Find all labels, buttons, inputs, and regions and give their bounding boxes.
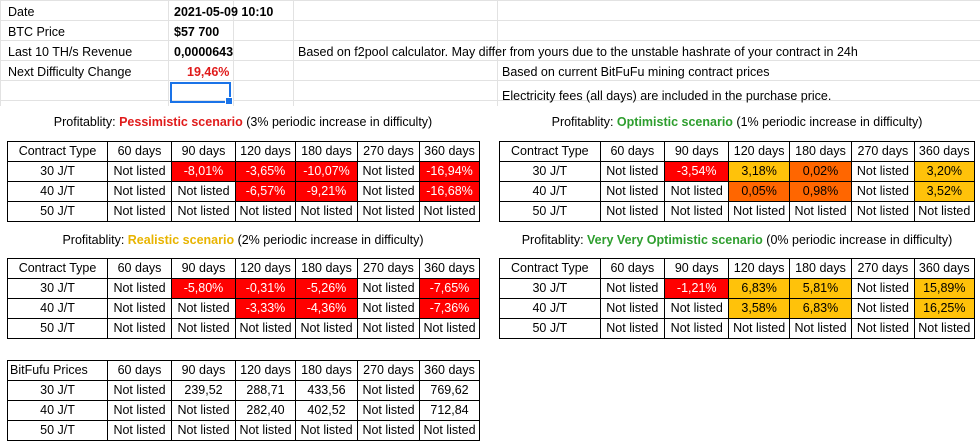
table-cell[interactable]: Not listed <box>108 162 172 182</box>
table-cell[interactable]: -10,07% <box>296 162 358 182</box>
table-row <box>500 162 975 182</box>
table-cell[interactable]: 16,25% <box>914 299 974 319</box>
table-cell[interactable]: Not listed <box>852 162 914 182</box>
column-header[interactable]: 270 days <box>358 259 420 279</box>
table-cell[interactable]: Not listed <box>420 421 480 441</box>
column-header[interactable]: 90 days <box>172 361 236 381</box>
column-header[interactable]: 180 days <box>296 259 358 279</box>
realistic-table <box>7 258 480 339</box>
header-row <box>500 142 975 162</box>
table-row <box>8 401 480 421</box>
column-header[interactable]: 60 days <box>108 259 172 279</box>
table-cell[interactable]: Not listed <box>729 202 789 222</box>
table-cell[interactable]: 3,18% <box>729 162 789 182</box>
calculator-note: Based on f2pool calculator. May differ from yours due to the unstable hashrate of your contract in 24h <box>298 45 858 59</box>
table-cell[interactable]: Not listed <box>789 319 851 339</box>
table-cell[interactable]: -3,54% <box>665 162 729 182</box>
table-row <box>500 299 975 319</box>
table-cell[interactable]: Not listed <box>172 319 236 339</box>
table-cell[interactable]: Not listed <box>358 319 420 339</box>
table-cell[interactable]: Not listed <box>358 202 420 222</box>
table-cell[interactable]: 3,58% <box>729 299 789 319</box>
column-header[interactable]: 360 days <box>914 142 974 162</box>
table-cell[interactable]: Not listed <box>358 421 420 441</box>
row-label[interactable]: 40 J/T <box>8 401 108 421</box>
column-header[interactable]: 120 days <box>729 142 789 162</box>
table-cell[interactable]: -7,36% <box>420 299 480 319</box>
table-cell[interactable]: Not listed <box>172 299 236 319</box>
very-optimistic-title: Profitablity: Very Very Optimistic scenario (0% periodic increase in difficulty) <box>521 233 953 247</box>
table-row <box>8 162 480 182</box>
column-header[interactable]: BitFufu Prices <box>8 361 108 381</box>
row-label[interactable]: 50 J/T <box>8 202 108 222</box>
column-header[interactable]: 90 days <box>665 142 729 162</box>
table-cell[interactable]: -9,21% <box>296 182 358 202</box>
table-cell[interactable]: Not listed <box>108 421 172 441</box>
table-cell[interactable]: -16,94% <box>420 162 480 182</box>
very-optimistic-table <box>499 258 975 339</box>
table-cell[interactable]: Not listed <box>914 202 974 222</box>
row-label[interactable]: 30 J/T <box>500 162 601 182</box>
table-cell[interactable]: Not listed <box>420 319 480 339</box>
table-cell[interactable]: Not listed <box>108 299 172 319</box>
table-cell[interactable]: Not listed <box>172 421 236 441</box>
table-cell[interactable]: 282,40 <box>236 401 296 421</box>
table-row <box>500 202 975 222</box>
table-cell[interactable]: 712,84 <box>420 401 480 421</box>
table-cell[interactable]: Not listed <box>358 162 420 182</box>
table-cell[interactable]: Not listed <box>172 401 236 421</box>
table-cell[interactable]: 3,20% <box>914 162 974 182</box>
table-cell[interactable]: -4,36% <box>296 299 358 319</box>
table-cell[interactable]: Not listed <box>172 202 236 222</box>
row-label[interactable]: 50 J/T <box>500 319 601 339</box>
revenue-value[interactable]: 0,0000643 <box>174 45 234 59</box>
column-header[interactable]: 60 days <box>600 142 664 162</box>
table-cell[interactable]: 402,52 <box>296 401 358 421</box>
row-label[interactable]: 30 J/T <box>8 279 108 299</box>
row-label[interactable]: 40 J/T <box>8 299 108 319</box>
table-row <box>8 279 480 299</box>
table-row <box>8 381 480 401</box>
table-cell[interactable]: -6,57% <box>236 182 296 202</box>
table-row <box>500 279 975 299</box>
table-cell[interactable]: -7,65% <box>420 279 480 299</box>
date-value[interactable]: 2021-05-09 10:10 <box>174 5 274 19</box>
table-cell[interactable]: -1,21% <box>665 279 729 299</box>
row-label[interactable]: 30 J/T <box>8 381 108 401</box>
table-cell[interactable]: 0,05% <box>729 182 789 202</box>
column-header[interactable]: 360 days <box>420 361 480 381</box>
table-cell[interactable]: Not listed <box>600 319 664 339</box>
btc-price-label: BTC Price <box>8 25 65 39</box>
prices-table <box>7 360 480 441</box>
pessimistic-table <box>7 141 480 222</box>
table-cell[interactable]: Not listed <box>600 182 664 202</box>
column-header[interactable]: 120 days <box>236 361 296 381</box>
realistic-title: Profitablity: Realistic scenario (2% periodic increase in difficulty) <box>62 233 424 247</box>
table-cell[interactable]: Not listed <box>108 202 172 222</box>
table-cell[interactable]: 769,62 <box>420 381 480 401</box>
table-row <box>8 421 480 441</box>
table-cell[interactable]: 6,83% <box>789 299 851 319</box>
column-header[interactable]: 120 days <box>729 259 789 279</box>
column-header[interactable]: 120 days <box>236 142 296 162</box>
column-header[interactable]: 360 days <box>420 142 480 162</box>
row-label[interactable]: 40 J/T <box>500 182 601 202</box>
table-cell[interactable]: -5,80% <box>172 279 236 299</box>
column-header[interactable]: Contract Type <box>8 259 108 279</box>
table-cell[interactable]: Not listed <box>600 202 664 222</box>
column-header[interactable]: 60 days <box>108 142 172 162</box>
table-cell[interactable]: -3,65% <box>236 162 296 182</box>
column-header[interactable]: Contract Type <box>500 142 601 162</box>
date-label: Date <box>8 5 35 19</box>
row-label[interactable]: 50 J/T <box>500 202 601 222</box>
header-row <box>8 361 480 381</box>
table-cell[interactable]: Not listed <box>665 182 729 202</box>
column-header[interactable]: 270 days <box>358 361 420 381</box>
column-header[interactable]: 90 days <box>172 259 236 279</box>
difficulty-label: Next Difficulty Change <box>8 65 132 79</box>
table-row <box>500 182 975 202</box>
table-cell[interactable]: 6,83% <box>729 279 789 299</box>
table-cell[interactable]: 15,89% <box>914 279 974 299</box>
table-cell[interactable]: Not listed <box>358 299 420 319</box>
table-cell[interactable]: Not listed <box>358 401 420 421</box>
table-cell[interactable]: Not listed <box>358 381 420 401</box>
row-label[interactable]: 50 J/T <box>8 319 108 339</box>
table-cell[interactable]: 0,98% <box>789 182 851 202</box>
table-row <box>8 202 480 222</box>
table-cell[interactable]: Not listed <box>600 279 664 299</box>
table-cell[interactable]: Not listed <box>172 182 236 202</box>
table-cell[interactable]: 288,71 <box>236 381 296 401</box>
table-cell[interactable]: Not listed <box>236 421 296 441</box>
table-cell[interactable]: Not listed <box>236 202 296 222</box>
prices-note: Based on current BitFuFu mining contract prices <box>502 65 770 79</box>
column-header[interactable]: 180 days <box>789 142 851 162</box>
table-cell[interactable]: Not listed <box>296 421 358 441</box>
row-label[interactable]: 40 J/T <box>500 299 601 319</box>
revenue-label: Last 10 TH/s Revenue <box>8 45 133 59</box>
table-cell[interactable]: Not listed <box>420 202 480 222</box>
row-label[interactable]: 50 J/T <box>8 421 108 441</box>
column-header[interactable]: Contract Type <box>500 259 601 279</box>
selected-cell[interactable] <box>170 82 231 103</box>
table-cell[interactable]: 5,81% <box>789 279 851 299</box>
table-cell[interactable]: Not listed <box>236 319 296 339</box>
table-cell[interactable]: Not listed <box>665 319 729 339</box>
column-header[interactable]: 120 days <box>236 259 296 279</box>
table-cell[interactable]: Not listed <box>108 381 172 401</box>
column-header[interactable]: 180 days <box>789 259 851 279</box>
table-cell[interactable]: Not listed <box>108 319 172 339</box>
table-cell[interactable]: Not listed <box>296 319 358 339</box>
row-label[interactable]: 30 J/T <box>500 279 601 299</box>
column-header[interactable]: 360 days <box>420 259 480 279</box>
column-header[interactable]: 180 days <box>296 361 358 381</box>
table-cell[interactable]: Not listed <box>852 299 914 319</box>
table-row <box>8 182 480 202</box>
table-row <box>8 299 480 319</box>
table-cell[interactable]: -5,26% <box>296 279 358 299</box>
optimistic-title: Profitablity: Optimistic scenario (1% periodic increase in difficulty) <box>551 115 923 129</box>
table-cell[interactable]: 433,56 <box>296 381 358 401</box>
fees-note: Electricity fees (all days) are included in the purchase price. <box>502 89 832 103</box>
column-header[interactable]: Contract Type <box>8 142 108 162</box>
optimistic-table <box>499 141 975 222</box>
table-cell[interactable]: -0,31% <box>236 279 296 299</box>
table-row <box>8 319 480 339</box>
header-row <box>8 259 480 279</box>
table-cell[interactable]: Not listed <box>108 401 172 421</box>
table-cell[interactable]: Not listed <box>665 202 729 222</box>
table-cell[interactable]: Not listed <box>600 162 664 182</box>
column-header[interactable]: 60 days <box>600 259 664 279</box>
table-cell[interactable]: Not listed <box>852 202 914 222</box>
column-header[interactable]: 180 days <box>296 142 358 162</box>
table-cell[interactable]: Not listed <box>108 279 172 299</box>
table-cell[interactable]: Not listed <box>852 279 914 299</box>
column-header[interactable]: 270 days <box>852 259 914 279</box>
table-cell[interactable]: -16,68% <box>420 182 480 202</box>
table-cell[interactable]: Not listed <box>296 202 358 222</box>
table-cell[interactable]: -8,01% <box>172 162 236 182</box>
column-header[interactable]: 90 days <box>172 142 236 162</box>
pessimistic-title: Profitablity: Pessimistic scenario (3% periodic increase in difficulty) <box>53 115 433 129</box>
table-cell[interactable]: Not listed <box>852 319 914 339</box>
row-label[interactable]: 40 J/T <box>8 182 108 202</box>
table-cell[interactable]: Not listed <box>729 319 789 339</box>
table-cell[interactable]: 0,02% <box>789 162 851 182</box>
table-cell[interactable]: Not listed <box>600 299 664 319</box>
column-header[interactable]: 60 days <box>108 361 172 381</box>
column-header[interactable]: 270 days <box>852 142 914 162</box>
column-header[interactable]: 270 days <box>358 142 420 162</box>
column-header[interactable]: 90 days <box>665 259 729 279</box>
table-cell[interactable]: Not listed <box>789 202 851 222</box>
row-label[interactable]: 30 J/T <box>8 162 108 182</box>
btc-price-value[interactable]: $57 700 <box>174 25 220 39</box>
table-cell[interactable]: Not listed <box>108 182 172 202</box>
difficulty-value[interactable]: 19,46% <box>187 65 230 79</box>
table-cell[interactable]: Not listed <box>852 182 914 202</box>
header-row <box>8 142 480 162</box>
table-cell[interactable]: Not listed <box>358 279 420 299</box>
column-header[interactable]: 360 days <box>914 259 974 279</box>
table-cell[interactable]: Not listed <box>665 299 729 319</box>
table-cell[interactable]: Not listed <box>358 182 420 202</box>
header-row <box>500 259 975 279</box>
table-cell[interactable]: 3,52% <box>914 182 974 202</box>
table-cell[interactable]: Not listed <box>914 319 974 339</box>
table-row <box>500 319 975 339</box>
table-cell[interactable]: 239,52 <box>172 381 236 401</box>
table-cell[interactable]: -3,33% <box>236 299 296 319</box>
